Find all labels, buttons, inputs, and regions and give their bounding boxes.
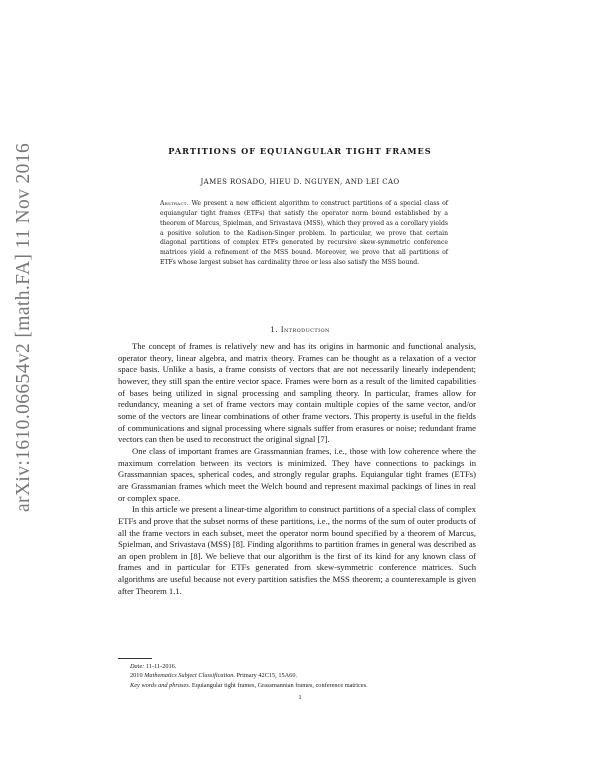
keywords-label: Key words and phrases. xyxy=(130,681,191,689)
footnote-keywords xyxy=(118,681,478,690)
abstract xyxy=(160,199,448,268)
section-heading xyxy=(100,325,500,334)
page-number: 1 xyxy=(298,694,302,701)
keywords-value: Equiangular tight frames, Grassmannian frames, conference matrices. xyxy=(191,681,368,689)
abstract-text: We present a new efficient algorithm to construct partitions of a special class of equiangular tight frames (ETFs) that satisfy the operator norm bound established by a theorem of Marcus, Spielman, and Srivastava (MSS), which they proved as a corollary yields a positive solution to the Kadison-Singer problem. In particular, we prove that certain diagonal partitions of complex ETFs generated by recursive skew-symmetric conference matrices yield a refinement of the MSS bound. Moreover, we prove that all partitions of ETFs whose largest subset has cardinality three or less also satisfy the MSS bound. xyxy=(160,200,448,267)
section-number: 1. xyxy=(270,325,278,334)
arxiv-identifier: arXiv:1610.06654v2 [math.FA] 11 Nov 2016 xyxy=(13,142,34,512)
msc-value: Primary 42C15, 15A60. xyxy=(236,672,298,680)
msc-year: 2010 xyxy=(130,672,143,680)
msc-label: Mathematics Subject Classification. xyxy=(144,672,235,680)
section-title: Introduction xyxy=(280,325,330,334)
footnote-date xyxy=(118,662,478,671)
date-label: Date: xyxy=(130,663,145,670)
abstract-label: Abstract. xyxy=(160,200,190,207)
date-value: 11-11-2016. xyxy=(145,663,177,670)
paragraph-3: In this article we present a linear-time algorithm to construct partitions of a special class of complex ETFs and prove that the subset norms of these partitions, i.e., the norms of the sum of outer products of all the frame vectors in each subset, meet the operator norm bound specified by a theorem of Marcus, Spielman, and Srivastava (MSS) [8]. Finding algorithms to partition frames in general was described as an open problem in [8]. We believe that our algorithm is the first of its kind for any known class of frames and in particular for ETFs generated from skew-symmetric conference matrices. Such algorithms are useful because not every partition satisfies the MSS theorem; a counterexample is given after Theorem 1.1. xyxy=(118,504,476,596)
paper-title: PARTITIONS OF EQUIANGULAR TIGHT FRAMES xyxy=(168,146,432,156)
introduction-body xyxy=(118,341,476,597)
paragraph-1: The concept of frames is relatively new and has its origins in harmonic and functional analysis, operator theory, linear algebra, and matrix theory. Frames can be thought as a relaxation of a vector space basis. Unlike a basis, a frame consists of vectors that are not necessarily linearly independent; however, they still span the entire vector space. Frames were born as a result of the limited capabilities of bases being utilized in signal processing and sampling theory. In particular, frames allow for redundancy, meaning a set of frame vectors may contain multiple copies of the same vector, and/or some of the vectors are linear combinations of other frame vectors. This property is useful in the fields of communications and signal processing where signals suffer from erasures or noise; redundant frame vectors can then be used to reconstruct the original signal [7]. xyxy=(118,341,476,445)
footnote-divider xyxy=(118,658,152,659)
footnote-msc xyxy=(118,671,478,680)
footnotes xyxy=(118,662,478,690)
paragraph-2: One class of important frames are Grassmannian frames, i.e., those with low coherence where the maximum correlation between its vectors is minimized. They have connections to packings in Grassmannian spaces, spherical codes, and strongly regular graphs. Equiangular tight frames (ETFs) are Grassmanian frames which meet the Welch bound and represent maximal packings of lines in real or complex space. xyxy=(118,445,476,503)
author-list: JAMES ROSADO, HIEU D. NGUYEN, AND LEI CAO xyxy=(200,178,400,186)
